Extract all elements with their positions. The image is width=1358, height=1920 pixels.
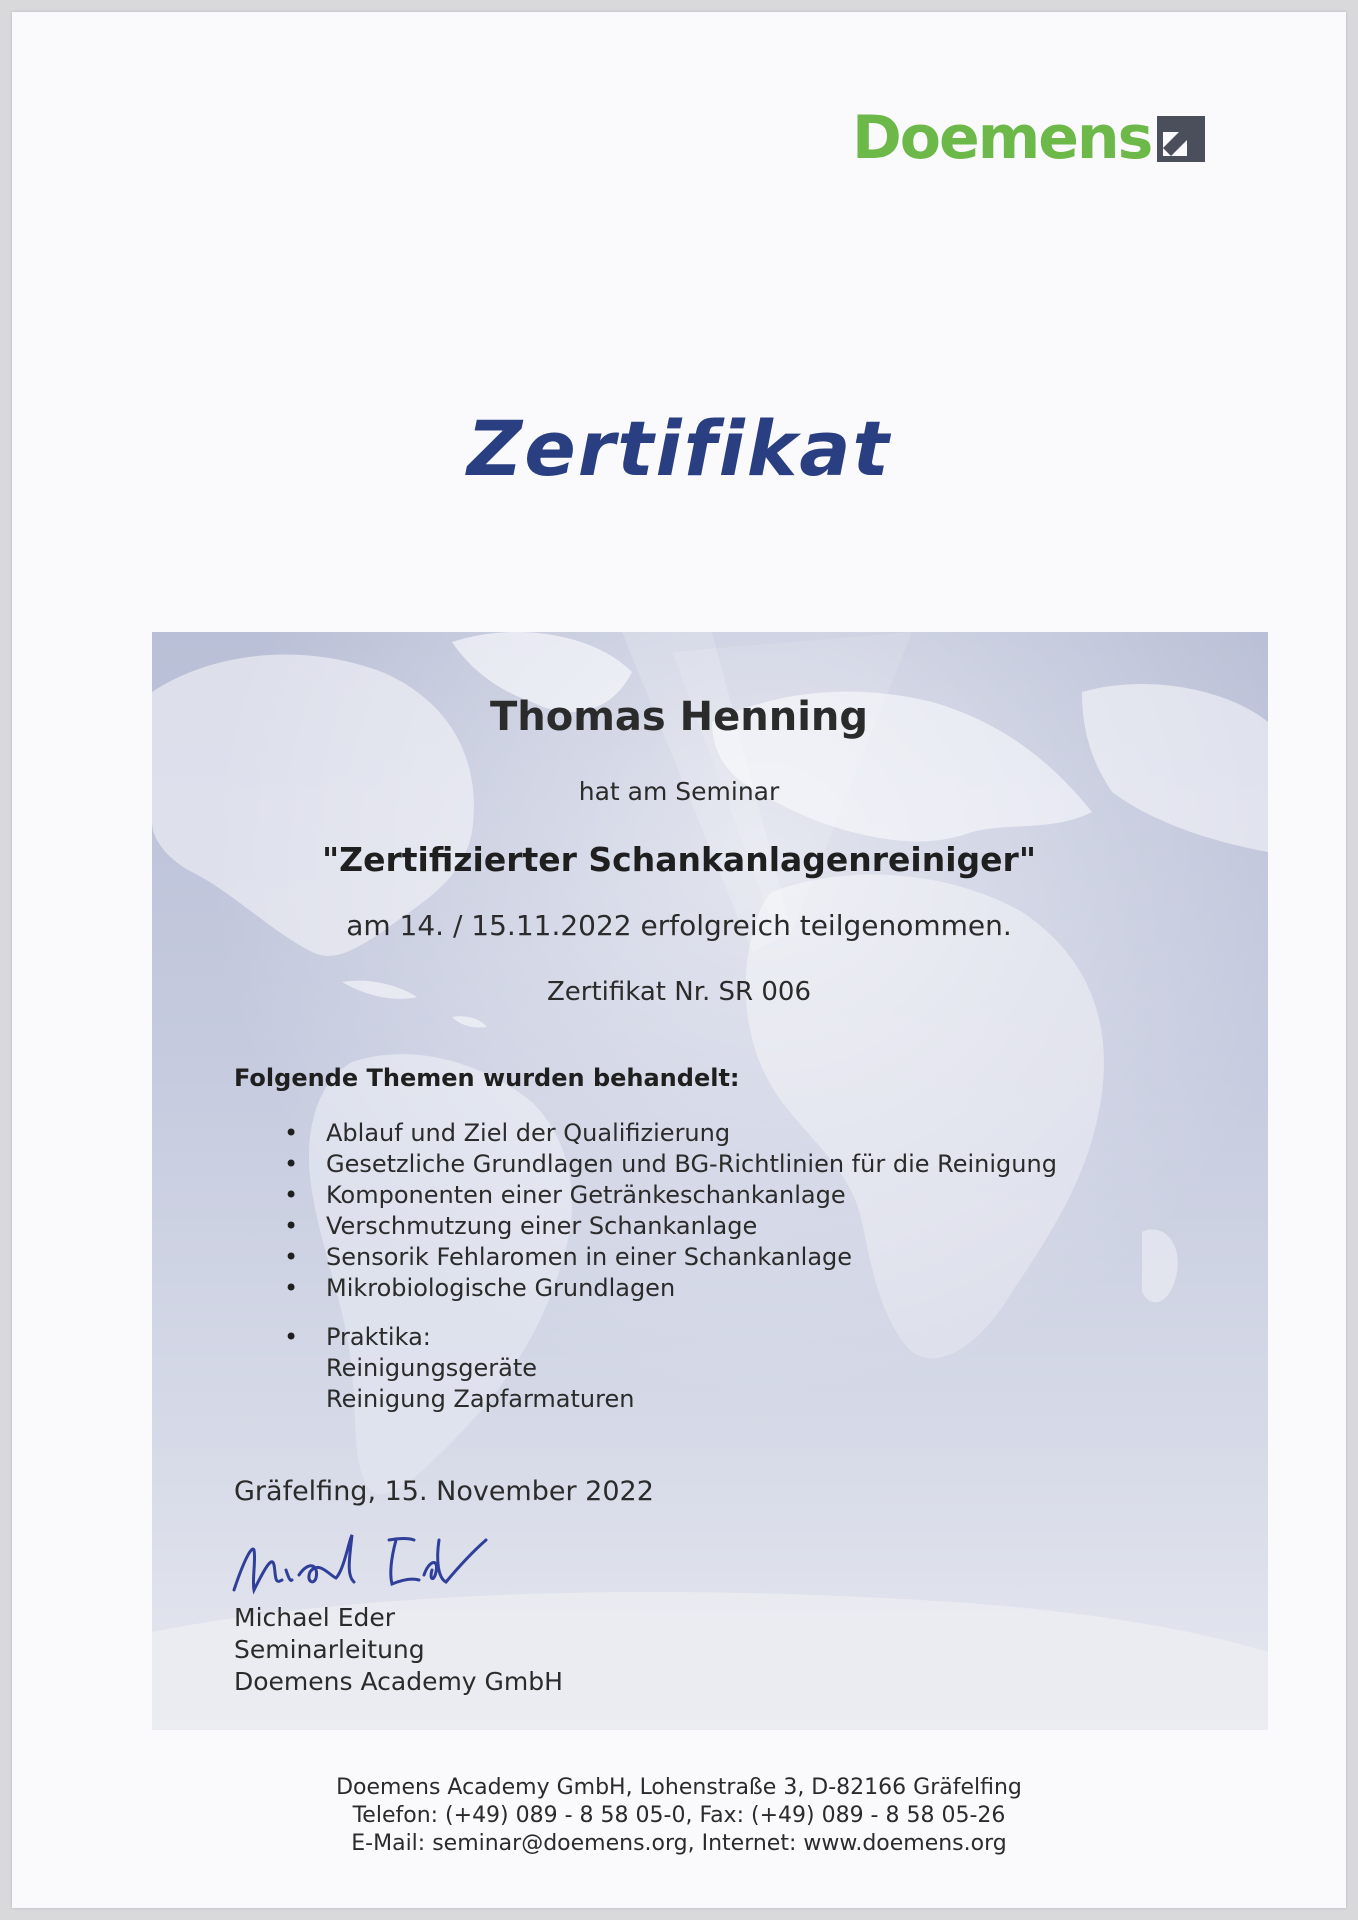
signer-role: Seminarleitung <box>234 1635 425 1664</box>
praktika-block <box>234 1322 634 1415</box>
recipient-name: Thomas Henning <box>489 694 869 740</box>
logo-wordmark: Doemens <box>852 103 1152 173</box>
participation-date: am 14. / 15.11.2022 erfolgreich teilgenommen. <box>346 909 1012 942</box>
intro-text: hat am Seminar <box>578 777 780 806</box>
certificate-page <box>12 12 1346 1908</box>
signer-block <box>234 1602 563 1698</box>
handwritten-signature <box>224 1520 544 1610</box>
list-item: • Gesetzliche Grundlagen und BG-Richtlinien für die Reinigung <box>234 1149 1057 1180</box>
list-item: • Komponenten einer Getränkeschankanlage <box>234 1180 1057 1211</box>
signer-name: Michael Eder <box>234 1603 396 1632</box>
list-item: • Mikrobiologische Grundlagen <box>234 1273 1057 1304</box>
praktika-label: • Praktika: <box>234 1322 634 1353</box>
praktika-item: Reinigungsgeräte <box>326 1354 538 1382</box>
signer-organization: Doemens Academy GmbH <box>234 1667 563 1696</box>
praktika-item: Reinigung Zapfarmaturen <box>326 1385 635 1413</box>
seminar-title: "Zertifizierter Schankanlagenreiniger" <box>321 840 1037 879</box>
list-item: • Sensorik Fehlaromen in einer Schankanlage <box>234 1242 1057 1273</box>
topics-list <box>234 1118 1057 1304</box>
footer <box>12 1774 1346 1858</box>
list-item: • Verschmutzung einer Schankanlage <box>234 1211 1057 1242</box>
topics-heading: Folgende Themen wurden behandelt: <box>234 1064 740 1092</box>
footer-address: Doemens Academy GmbH, Lohenstraße 3, D-82166 Gräfelfing <box>336 1775 1022 1800</box>
arrow-box-icon <box>1153 110 1209 166</box>
footer-phone: Telefon: (+49) 089 - 8 58 05-0, Fax: (+49) 089 - 8 58 05-26 <box>352 1803 1006 1828</box>
list-item: • Ablauf und Ziel der Qualifizierung <box>234 1118 1057 1149</box>
place-and-date: Gräfelfing, 15. November 2022 <box>234 1476 654 1507</box>
page-title: Zertifikat <box>467 404 891 493</box>
footer-web: E-Mail: seminar@doemens.org, Internet: www.doemens.org <box>351 1831 1007 1856</box>
doemens-logo <box>852 102 1209 174</box>
certificate-number: Zertifikat Nr. SR 006 <box>546 977 812 1007</box>
